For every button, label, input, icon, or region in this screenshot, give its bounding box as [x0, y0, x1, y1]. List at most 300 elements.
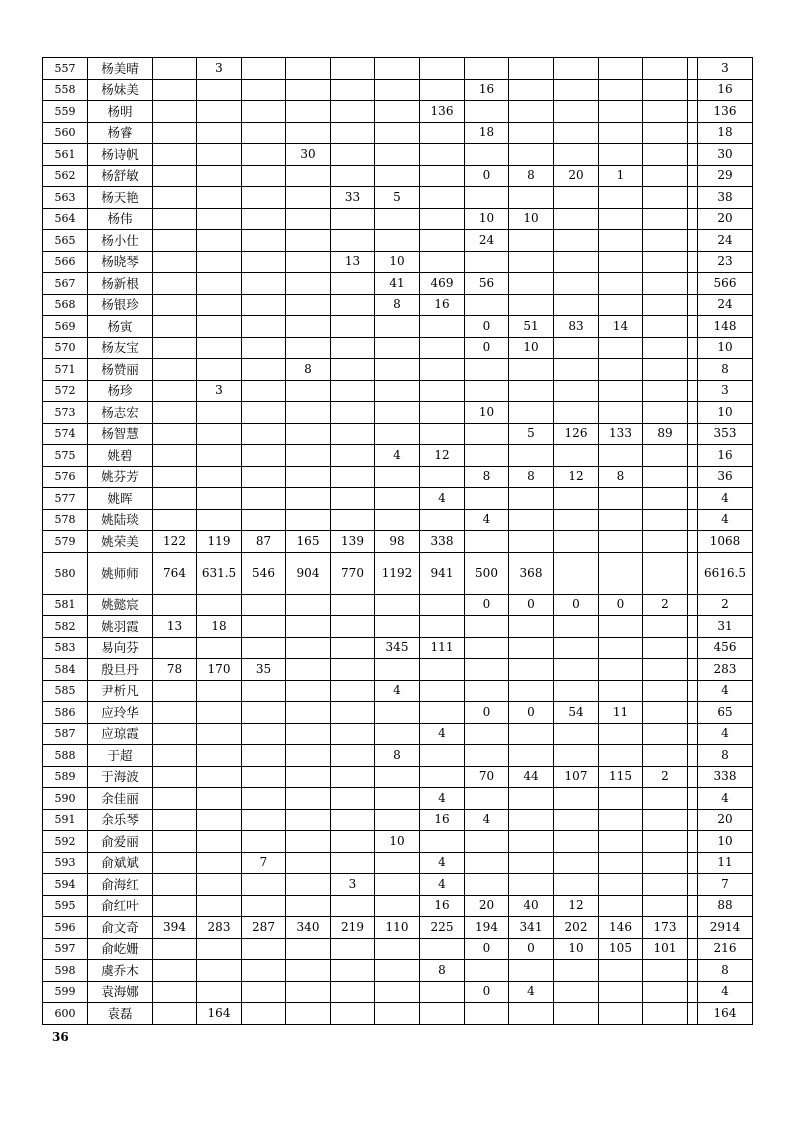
table-row	[43, 466, 753, 488]
value-cell	[643, 960, 688, 982]
value-cell	[242, 637, 286, 659]
value-cell	[643, 723, 688, 745]
value-cell	[420, 402, 465, 424]
value-cell: 10	[465, 208, 509, 230]
value-cell: 0	[465, 938, 509, 960]
value-cell: 126	[554, 423, 599, 445]
value-cell	[286, 1003, 331, 1025]
value-cell	[331, 509, 375, 531]
value-cell	[688, 488, 698, 510]
table-row	[43, 509, 753, 531]
value-cell	[197, 294, 242, 316]
value-cell: 0	[509, 702, 554, 724]
value-cell	[331, 766, 375, 788]
value-cell	[420, 745, 465, 767]
value-cell: 202	[554, 917, 599, 939]
value-cell: 4	[509, 981, 554, 1003]
value-cell	[420, 938, 465, 960]
value-cell	[420, 359, 465, 381]
table-row	[43, 981, 753, 1003]
name-cell: 杨赞丽	[88, 359, 153, 381]
value-cell	[153, 251, 197, 273]
value-cell	[643, 680, 688, 702]
value-cell	[331, 380, 375, 402]
total-cell: 38	[698, 187, 753, 209]
value-cell	[599, 809, 643, 831]
value-cell	[153, 294, 197, 316]
value-cell	[420, 165, 465, 187]
table-row	[43, 723, 753, 745]
value-cell	[554, 531, 599, 553]
value-cell: 941	[420, 552, 465, 594]
name-cell: 袁磊	[88, 1003, 153, 1025]
value-cell	[688, 101, 698, 123]
name-cell: 杨寅	[88, 316, 153, 338]
value-cell	[153, 809, 197, 831]
value-cell	[197, 788, 242, 810]
table-row	[43, 208, 753, 230]
value-cell	[643, 809, 688, 831]
value-cell: 3	[197, 58, 242, 80]
value-cell: 340	[286, 917, 331, 939]
value-cell	[242, 251, 286, 273]
value-cell	[599, 1003, 643, 1025]
value-cell	[153, 316, 197, 338]
value-cell	[331, 488, 375, 510]
value-cell: 40	[509, 895, 554, 917]
value-cell	[197, 165, 242, 187]
value-cell: 107	[554, 766, 599, 788]
value-cell	[331, 723, 375, 745]
value-cell	[465, 874, 509, 896]
value-cell	[286, 337, 331, 359]
value-cell	[242, 466, 286, 488]
value-cell	[643, 79, 688, 101]
table-row	[43, 552, 753, 594]
value-cell	[242, 122, 286, 144]
value-cell	[242, 895, 286, 917]
value-cell	[688, 831, 698, 853]
value-cell	[643, 273, 688, 295]
row-number-cell: 582	[43, 616, 88, 638]
value-cell	[286, 616, 331, 638]
value-cell: 338	[420, 531, 465, 553]
value-cell	[643, 852, 688, 874]
value-cell	[242, 165, 286, 187]
value-cell: 105	[599, 938, 643, 960]
table-row	[43, 294, 753, 316]
value-cell: 394	[153, 917, 197, 939]
value-cell	[197, 938, 242, 960]
value-cell: 173	[643, 917, 688, 939]
table-row	[43, 337, 753, 359]
name-cell: 杨珍	[88, 380, 153, 402]
value-cell	[153, 895, 197, 917]
table-row	[43, 616, 753, 638]
value-cell: 20	[554, 165, 599, 187]
value-cell	[242, 509, 286, 531]
name-cell: 应琼霞	[88, 723, 153, 745]
row-number-cell: 594	[43, 874, 88, 896]
value-cell: 122	[153, 531, 197, 553]
value-cell: 115	[599, 766, 643, 788]
table-row	[43, 402, 753, 424]
name-cell: 于海波	[88, 766, 153, 788]
total-cell: 136	[698, 101, 753, 123]
value-cell	[242, 144, 286, 166]
value-cell	[153, 960, 197, 982]
value-cell	[509, 380, 554, 402]
value-cell: 110	[375, 917, 420, 939]
value-cell	[331, 466, 375, 488]
name-cell: 于超	[88, 745, 153, 767]
value-cell	[554, 359, 599, 381]
value-cell	[242, 79, 286, 101]
value-cell	[465, 1003, 509, 1025]
value-cell	[197, 831, 242, 853]
value-cell	[286, 423, 331, 445]
value-cell	[643, 187, 688, 209]
value-cell	[375, 766, 420, 788]
value-cell	[286, 766, 331, 788]
table-row	[43, 445, 753, 467]
value-cell: 98	[375, 531, 420, 553]
value-cell: 7	[242, 852, 286, 874]
row-number-cell: 593	[43, 852, 88, 874]
value-cell	[242, 488, 286, 510]
value-cell	[286, 788, 331, 810]
name-cell: 杨舒敏	[88, 165, 153, 187]
value-cell	[509, 402, 554, 424]
table-row	[43, 316, 753, 338]
value-cell: 8	[599, 466, 643, 488]
value-cell: 10	[509, 337, 554, 359]
value-cell	[153, 58, 197, 80]
value-cell	[153, 874, 197, 896]
value-cell	[465, 423, 509, 445]
value-cell	[286, 251, 331, 273]
value-cell	[688, 809, 698, 831]
total-cell: 4	[698, 723, 753, 745]
value-cell	[643, 531, 688, 553]
row-number-cell: 590	[43, 788, 88, 810]
value-cell	[153, 745, 197, 767]
value-cell	[688, 144, 698, 166]
value-cell	[197, 251, 242, 273]
value-cell	[599, 380, 643, 402]
value-cell	[286, 58, 331, 80]
value-cell	[331, 938, 375, 960]
value-cell	[286, 960, 331, 982]
total-cell: 338	[698, 766, 753, 788]
total-cell: 31	[698, 616, 753, 638]
value-cell	[420, 79, 465, 101]
value-cell	[153, 144, 197, 166]
row-number-cell: 596	[43, 917, 88, 939]
total-cell: 8	[698, 745, 753, 767]
value-cell	[643, 230, 688, 252]
row-number-cell: 561	[43, 144, 88, 166]
name-cell: 杨新根	[88, 273, 153, 295]
value-cell	[153, 981, 197, 1003]
value-cell: 33	[331, 187, 375, 209]
total-cell: 24	[698, 294, 753, 316]
table-row	[43, 165, 753, 187]
value-cell	[420, 144, 465, 166]
value-cell	[643, 831, 688, 853]
value-cell	[554, 659, 599, 681]
value-cell	[554, 552, 599, 594]
value-cell	[242, 187, 286, 209]
value-cell	[599, 852, 643, 874]
value-cell	[286, 680, 331, 702]
value-cell	[554, 273, 599, 295]
value-cell	[509, 659, 554, 681]
value-cell	[420, 122, 465, 144]
value-cell	[197, 122, 242, 144]
value-cell	[465, 960, 509, 982]
value-cell	[554, 187, 599, 209]
value-cell: 0	[465, 981, 509, 1003]
total-cell: 29	[698, 165, 753, 187]
total-cell: 20	[698, 809, 753, 831]
value-cell	[242, 316, 286, 338]
value-cell	[599, 659, 643, 681]
value-cell	[643, 702, 688, 724]
value-cell	[331, 445, 375, 467]
value-cell	[643, 1003, 688, 1025]
value-cell: 18	[197, 616, 242, 638]
value-cell: 4	[375, 680, 420, 702]
value-cell	[375, 230, 420, 252]
value-cell	[331, 637, 375, 659]
value-cell	[465, 852, 509, 874]
table-row	[43, 423, 753, 445]
value-cell: 225	[420, 917, 465, 939]
value-cell: 136	[420, 101, 465, 123]
value-cell	[286, 637, 331, 659]
value-cell	[286, 445, 331, 467]
value-cell	[688, 466, 698, 488]
value-cell	[688, 230, 698, 252]
total-cell: 1068	[698, 531, 753, 553]
value-cell	[688, 852, 698, 874]
row-number-cell: 580	[43, 552, 88, 594]
value-cell	[509, 509, 554, 531]
value-cell	[420, 616, 465, 638]
row-number-cell: 566	[43, 251, 88, 273]
value-cell	[197, 144, 242, 166]
value-cell	[286, 702, 331, 724]
value-cell	[643, 165, 688, 187]
value-cell	[286, 874, 331, 896]
table-row	[43, 144, 753, 166]
value-cell	[554, 58, 599, 80]
value-cell	[509, 144, 554, 166]
value-cell	[375, 938, 420, 960]
value-cell: 16	[420, 294, 465, 316]
value-cell: 0	[509, 938, 554, 960]
value-cell	[153, 445, 197, 467]
name-cell: 姚晖	[88, 488, 153, 510]
value-cell	[375, 337, 420, 359]
table-row	[43, 831, 753, 853]
value-cell	[599, 895, 643, 917]
value-cell	[554, 402, 599, 424]
value-cell	[197, 337, 242, 359]
total-cell: 353	[698, 423, 753, 445]
value-cell: 146	[599, 917, 643, 939]
row-number-cell: 583	[43, 637, 88, 659]
name-cell: 姚懿宸	[88, 594, 153, 616]
value-cell: 10	[465, 402, 509, 424]
value-cell	[331, 616, 375, 638]
value-cell	[688, 509, 698, 531]
value-cell	[286, 831, 331, 853]
value-cell	[509, 874, 554, 896]
value-cell	[509, 122, 554, 144]
value-cell: 2	[643, 594, 688, 616]
row-number-cell: 585	[43, 680, 88, 702]
value-cell	[599, 981, 643, 1003]
value-cell	[197, 466, 242, 488]
value-cell: 4	[465, 809, 509, 831]
total-cell: 2	[698, 594, 753, 616]
value-cell	[688, 680, 698, 702]
name-cell: 杨睿	[88, 122, 153, 144]
total-cell: 148	[698, 316, 753, 338]
table-row	[43, 251, 753, 273]
value-cell	[420, 1003, 465, 1025]
name-cell: 杨诗帆	[88, 144, 153, 166]
value-cell	[197, 723, 242, 745]
value-cell	[643, 251, 688, 273]
value-cell	[242, 831, 286, 853]
value-cell: 3	[331, 874, 375, 896]
value-cell	[242, 445, 286, 467]
table-row	[43, 359, 753, 381]
value-cell: 35	[242, 659, 286, 681]
value-cell	[643, 788, 688, 810]
value-cell	[375, 981, 420, 1003]
name-cell: 杨美晴	[88, 58, 153, 80]
name-cell: 杨妹美	[88, 79, 153, 101]
row-number-cell: 581	[43, 594, 88, 616]
value-cell	[599, 509, 643, 531]
table-row	[43, 58, 753, 80]
value-cell	[420, 509, 465, 531]
value-cell: 44	[509, 766, 554, 788]
value-cell	[599, 831, 643, 853]
value-cell	[688, 766, 698, 788]
value-cell: 219	[331, 917, 375, 939]
value-cell: 87	[242, 531, 286, 553]
value-cell	[375, 122, 420, 144]
table-row	[43, 680, 753, 702]
total-cell: 566	[698, 273, 753, 295]
value-cell	[331, 122, 375, 144]
name-cell: 易向芬	[88, 637, 153, 659]
value-cell: 16	[465, 79, 509, 101]
value-cell	[554, 852, 599, 874]
value-cell	[197, 637, 242, 659]
row-number-cell: 560	[43, 122, 88, 144]
row-number-cell: 589	[43, 766, 88, 788]
value-cell	[599, 552, 643, 594]
value-cell	[331, 745, 375, 767]
name-cell: 余乐琴	[88, 809, 153, 831]
value-cell: 0	[465, 702, 509, 724]
value-cell	[599, 187, 643, 209]
value-cell	[688, 316, 698, 338]
value-cell	[509, 294, 554, 316]
value-cell: 4	[420, 874, 465, 896]
value-cell: 5	[375, 187, 420, 209]
value-cell	[643, 58, 688, 80]
value-cell	[643, 488, 688, 510]
value-cell	[688, 251, 698, 273]
total-cell: 3	[698, 380, 753, 402]
value-cell	[375, 58, 420, 80]
row-number-cell: 573	[43, 402, 88, 424]
value-cell	[286, 745, 331, 767]
value-cell	[375, 380, 420, 402]
value-cell	[153, 101, 197, 123]
value-cell	[153, 208, 197, 230]
value-cell	[197, 79, 242, 101]
value-cell: 13	[331, 251, 375, 273]
value-cell	[153, 702, 197, 724]
value-cell	[331, 273, 375, 295]
row-number-cell: 588	[43, 745, 88, 767]
value-cell	[643, 445, 688, 467]
table-row	[43, 809, 753, 831]
value-cell	[465, 680, 509, 702]
value-cell	[465, 359, 509, 381]
value-cell	[465, 488, 509, 510]
value-cell	[242, 981, 286, 1003]
value-cell	[643, 122, 688, 144]
value-cell	[375, 144, 420, 166]
value-cell: 8	[509, 466, 554, 488]
value-cell	[554, 445, 599, 467]
value-cell	[643, 509, 688, 531]
row-number-cell: 562	[43, 165, 88, 187]
table-row	[43, 637, 753, 659]
value-cell	[153, 380, 197, 402]
value-cell	[286, 122, 331, 144]
total-cell: 456	[698, 637, 753, 659]
total-cell: 11	[698, 852, 753, 874]
value-cell	[599, 616, 643, 638]
value-cell: 0	[465, 316, 509, 338]
value-cell	[375, 509, 420, 531]
value-cell	[331, 594, 375, 616]
row-number-cell: 565	[43, 230, 88, 252]
total-cell: 4	[698, 680, 753, 702]
row-number-cell: 599	[43, 981, 88, 1003]
value-cell	[197, 101, 242, 123]
value-cell	[599, 359, 643, 381]
value-cell	[286, 79, 331, 101]
value-cell	[554, 831, 599, 853]
table-row	[43, 852, 753, 874]
total-cell: 24	[698, 230, 753, 252]
value-cell	[643, 466, 688, 488]
value-cell	[509, 788, 554, 810]
value-cell	[197, 852, 242, 874]
value-cell: 8	[509, 165, 554, 187]
